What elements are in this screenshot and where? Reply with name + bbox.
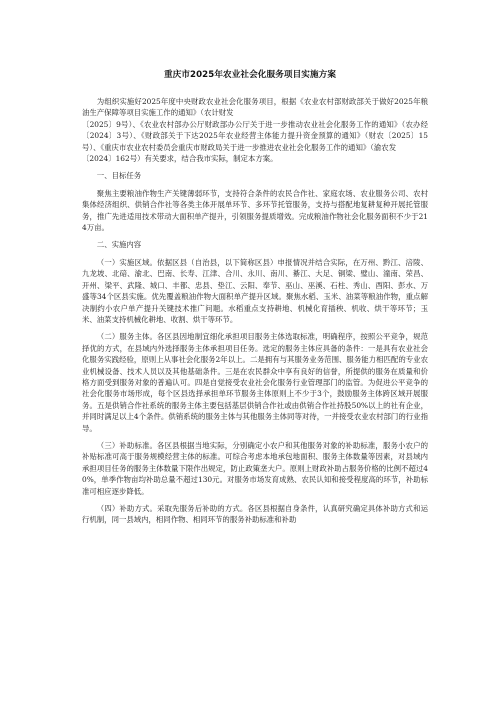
content-paragraph-subsidy-standard: （三）补助标准。各区县根据当地实际，分别确定小农户和其他服务对象的补助标准，服务小农户的补贴标准可高于服务规模经营主体的标准。可综合考虑本地承包地面积、服务主体数量等因素，对县域内承担项目任务的服务主体数量下限作出规定，防止政策垄大户。原则上财政补助占服务价格的比例不超过40%，单季作物亩均补助总量不超过130元。对服务市场发育成熟、农民认知和接受程度高的环节，补助标准可相应逐步降低。 [82,440,428,496]
intro-paragraph-line-2: 〔2025〕9号）、《农业农村部办公厅财政部办公厅关于进一步推动农业社会化服务工作的通知》（农办经〔2024〕3号）、《财政部关于下达2025年农业经营主体能力提升资金预算的通知》（财农〔2025〕15号）、《重庆市农业农村委员会重庆市财政局关于进一步推进农业社会化服务工作的通知》（渝农发 [82,119,428,152]
document-body [82,96,428,526]
intro-paragraph-line-3: 〔2024〕162号）有关要求，结合我市实际，制定本方案。 [82,154,278,164]
content-paragraph-providers: （二）服务主体。各区县因地制宜细化承担项目服务主体选取标准，明确程序，按照公平竞争，规范择优的方式，在县域内外选择服务主体承担项目任务。选定的服务主体应具备的条件：一是具有农业社会化服务实践经验，原则上从事社会化服务2年以上。二是拥有与其服务业务范围、服务能力相匹配的专业农业机械设备、技术人员以及其他基础条件。三是在农民群众中享有良好的信誉，所提供的服务在质量和价格方面受到服务对象的普遍认可。四是自觉接受农业社会化服务行业管理部门的监管。为促进公平竞争的社会化服务市场形成，每个区县选择承担单环节服务主体原则上不少于3个，鼓励服务主体跨区域开展服务。五是供销合作社系统的服务主体主要包括基层供销合作社或由供销合作社持股50%以上的社有企业，并同时满足以上4个条件。供销系统的服务主体与其他服务主体同等对待，一并接受农业农村部门的行业指导。 [82,332,428,433]
document-title: 重庆市2025年农业社会化服务项目实施方案 [163,70,337,80]
intro-paragraph-line-1: 为组织实施好2025年度中央财政农业社会化服务项目，根据《农业农村部财政部关于做好2025年粮油生产保障等项目实施工作的通知》（农计财发 [82,97,428,118]
content-paragraph-region: （一）实施区域。依据区县（自治县，以下简称区县）申报情况并结合实际，在万州、黔江、涪陵、九龙坡、北碚、渝北、巴南、长寿、江津、合川、永川、南川、綦江、大足、铜梁、璧山、潼南、荣昌、开州、梁平、武隆、城口、丰都、忠县、垫江、云阳、奉节、巫山、巫溪、石柱、秀山、酉阳、彭水、万盛等34个区县实施。优先覆盖粮油作物大面积单产提升区域。聚焦水稻、玉米、油菜等粮油作物，重点解决制约小农户单产提升关键技术推广问题。水稻重点支持耕地、机械化育插秧、机收、烘干等环节；玉米、油菜支持机械化耕地、收割、烘干等环节。 [82,257,428,324]
section-heading-targets: 一、目标任务 [96,171,142,181]
targets-paragraph: 聚焦主要粮油作物生产关键薄弱环节，支持符合条件的农民合作社、家庭农场、农业服务公司、农村集体经济组织、供销合作社等各类主体开展单环节、多环节托管服务，支持与搭配地复耕复种开展托管服务，推广先进适用技术带动大面积单产提升，引领服务提质增效。完成粮油作物社会化服务面积不少于214万亩。 [82,188,428,233]
content-paragraph-subsidy-method: （四）补助方式。采取先服务后补助的方式。各区县根据自身条件，认真研究确定具体补助方式和运行机制，同一县域内，相同作物、相同环节的服务补助标准和补助 [82,504,428,525]
section-heading-content: 二、实施内容 [96,240,142,250]
